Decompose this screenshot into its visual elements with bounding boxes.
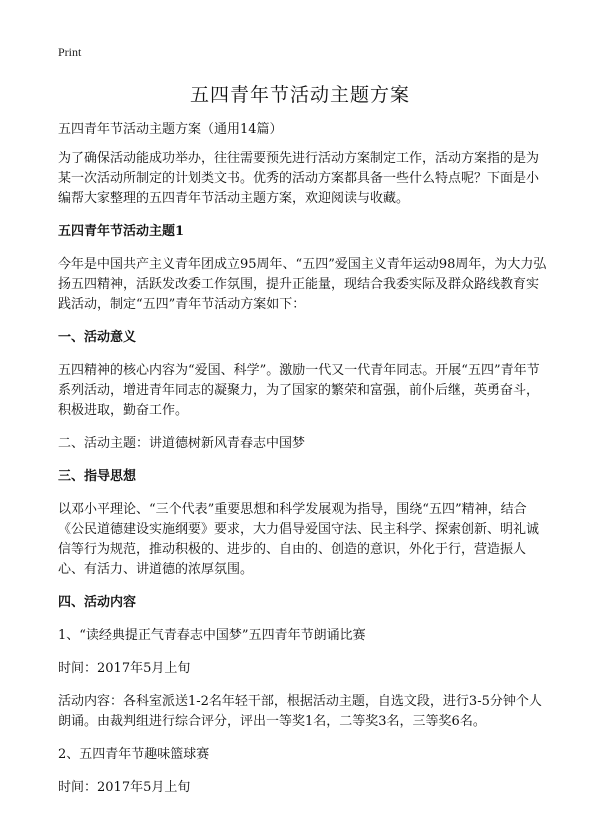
activity-time-1: 时间：2017年5月上旬 xyxy=(58,661,191,676)
heading-significance: 一、活动意义 xyxy=(58,330,137,345)
activity-item-1: 1、“读经典提正气青春志中国梦”五四青年节朗诵比赛 xyxy=(58,628,366,643)
heading-activity-content: 四、活动内容 xyxy=(58,595,137,610)
paragraph-guiding-ideology: 以邓小平理论、“三个代表”重要思想和科学发展观为指导，围绕“五四”精神，结合《公民道德建设实施纲要》要求，大力倡导爱国守法、民主科学、探索创新、明礼诚信等行为规范，推动积极的、进步的、自由的、创造的意识，外化于行，营造振人心、有活力、讲道德的浓厚氛围。 xyxy=(58,502,540,577)
page-title: 五四青年节活动主题方案 xyxy=(189,84,410,106)
subtitle: 五四青年节活动主题方案（通用14篇） xyxy=(58,122,283,137)
print-link[interactable]: Print xyxy=(58,45,82,59)
paragraph-significance: 五四精神的核心内容为“爱国、科学”。激励一代又一代青年同志。开展“五四”青年节系列活动，增进青年同志的凝聚力，为了国家的繁荣和富强，前仆后继，英勇奋斗，积极进取，勤奋工作。 xyxy=(58,363,540,418)
activity-item-2: 2、五四青年节趣味篮球赛 xyxy=(58,747,210,762)
activity-time-2: 时间：2017年5月上旬 xyxy=(58,780,191,795)
article-body xyxy=(58,120,548,811)
heading-guiding-ideology: 三、指导思想 xyxy=(58,469,137,484)
intro-paragraph: 为了确保活动能成功举办，往往需要预先进行活动方案制定工作，活动方案指的是为某一次活动所制定的计划类文书。优秀的活动方案都具备一些什么特点呢？下面是小编帮大家整理的五四青年节活动主题方案，欢迎阅读与收藏。 xyxy=(58,151,540,206)
theme-line: 二、活动主题：讲道德树新风青春志中国梦 xyxy=(58,436,306,451)
section-title: 五四青年节活动主题1 xyxy=(58,224,185,239)
activity-content-1: 活动内容：各科室派送1-2名年轻干部，根据活动主题，自选文段，进行3-5分钟个人朗诵。由裁判组进行综合评分，评出一等奖1名，二等奖3名，三等奖6名。 xyxy=(58,694,542,729)
paragraph-background: 今年是中国共产主义青年团成立95周年、“五四”爱国主义青年运动98周年，为大力弘扬五四精神，活跃发改委工作氛围，提升正能量，现结合我委实际及群众路线教育实践活动，制定“五四”青年节活动方案如下： xyxy=(58,257,547,312)
